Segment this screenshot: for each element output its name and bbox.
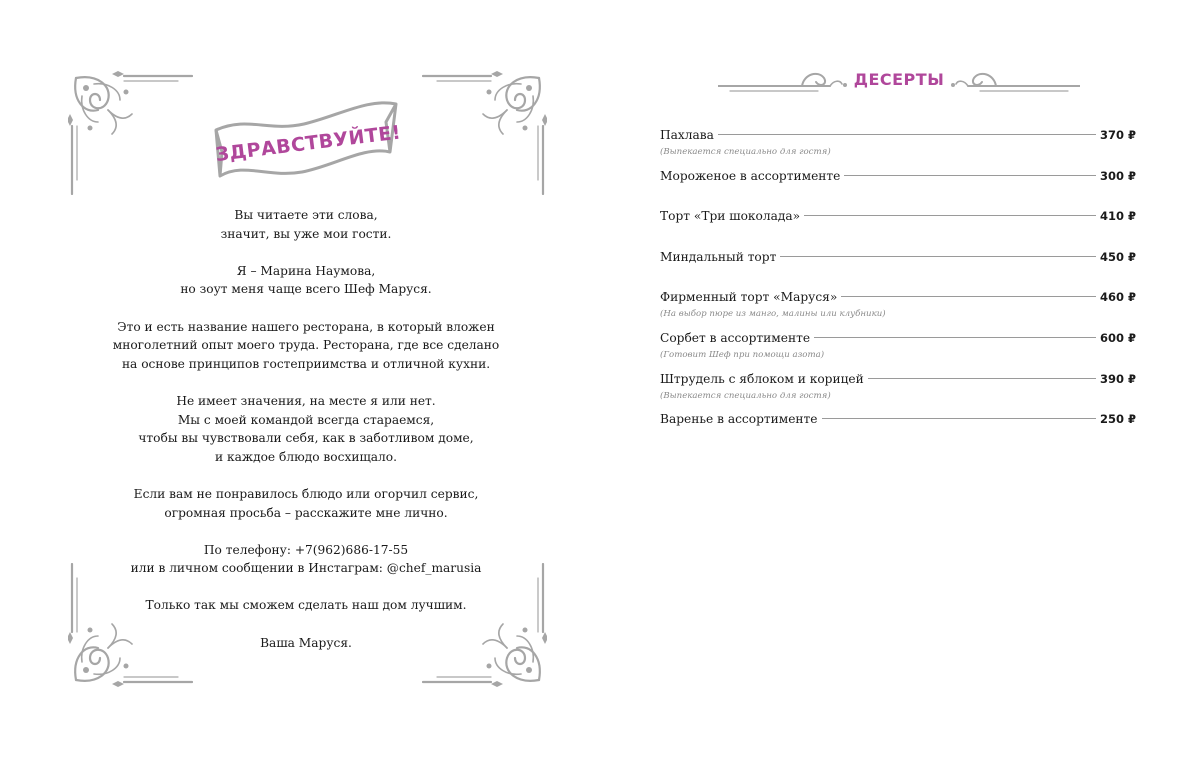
item-price: 410 ₽ bbox=[1100, 209, 1137, 224]
menu-item bbox=[660, 412, 1137, 453]
menu-item bbox=[660, 371, 1137, 413]
letter-paragraph bbox=[100, 596, 512, 615]
letter-line: или в личном сообщении в Инстаграм: @chef_marusia bbox=[130, 561, 482, 576]
header-flourish-icon bbox=[950, 66, 1080, 96]
dotted-leader bbox=[814, 337, 1096, 338]
menu-item bbox=[660, 128, 1137, 169]
letter-line: Я – Марина Наумова, bbox=[236, 263, 376, 278]
item-note: (На выбор пюре из манго, малины или клубники) bbox=[660, 309, 886, 320]
dotted-leader bbox=[822, 418, 1096, 419]
menu-item bbox=[660, 330, 1137, 372]
item-note: (Выпекается специально для гостя) bbox=[660, 147, 831, 157]
letter-line: чтобы вы чувствовали себя, как в заботливом доме, bbox=[138, 431, 474, 446]
dotted-leader bbox=[780, 256, 1096, 257]
letter-paragraph bbox=[100, 318, 512, 374]
menu-item bbox=[660, 249, 1137, 291]
letter-line: и каждое блюдо восхищало. bbox=[215, 449, 397, 464]
item-name: Фирменный торт «Маруся» bbox=[660, 290, 838, 305]
letter-line: на основе принципов гостеприимства и отличной кухни. bbox=[121, 356, 491, 371]
greeting-banner bbox=[208, 96, 404, 188]
item-name: Штрудель с яблоком и корицей bbox=[660, 371, 864, 386]
letter-line: Это и есть название нашего ресторана, в который вложен bbox=[117, 319, 495, 334]
dotted-leader bbox=[844, 175, 1096, 176]
item-name: Пахлава bbox=[660, 128, 714, 142]
dotted-leader bbox=[718, 134, 1096, 135]
dotted-leader bbox=[804, 215, 1096, 216]
menu-item bbox=[660, 168, 1137, 210]
letter-line: Мы с моей командой всегда стараемся, bbox=[177, 412, 435, 427]
letter-line: Вы читаете эти слова, bbox=[234, 208, 378, 222]
item-name: Варенье в ассортименте bbox=[660, 412, 818, 427]
header-flourish-icon bbox=[718, 66, 848, 96]
letter-line: Только так мы сможем сделать наш дом лучшим. bbox=[145, 598, 467, 613]
letter-line: огромная просьба – расскажите мне лично. bbox=[164, 505, 448, 520]
item-name: Торт «Три шоколада» bbox=[660, 209, 801, 224]
letter-line: Не имеет значения, на месте я или нет. bbox=[176, 393, 436, 408]
letter-paragraph bbox=[100, 262, 512, 299]
item-name: Мороженое в ассортименте bbox=[660, 168, 841, 183]
item-name: Миндальный торт bbox=[660, 249, 777, 264]
banner-text: ЗДРАВСТВУЙТЕ! bbox=[214, 121, 403, 167]
menu-item bbox=[660, 209, 1137, 250]
item-note: (Готовит Шеф при помощи азота) bbox=[660, 349, 825, 360]
flourish-icon bbox=[68, 70, 193, 195]
item-note: (Выпекается специально для гостя) bbox=[660, 390, 831, 401]
dotted-leader bbox=[868, 378, 1096, 379]
welcome-letter bbox=[100, 206, 512, 671]
menu-item bbox=[660, 290, 1137, 331]
corner-ornament-top-right bbox=[422, 70, 547, 195]
flourish-icon bbox=[422, 70, 547, 195]
letter-paragraph bbox=[100, 485, 512, 522]
right-page bbox=[600, 0, 1200, 762]
item-name: Сорбет в ассортименте bbox=[660, 330, 811, 345]
letter-paragraph bbox=[100, 392, 512, 466]
item-price: 300 ₽ bbox=[1100, 168, 1137, 183]
section-title: ДЕСЕРТЫ bbox=[853, 70, 945, 89]
letter-line: значит, вы уже мои гости. bbox=[220, 226, 392, 241]
letter-line: Ваша Маруся. bbox=[260, 635, 352, 650]
dessert-menu bbox=[660, 128, 1137, 453]
letter-paragraph bbox=[100, 634, 512, 653]
letter-line: но зоут меня чаще всего Шеф Маруся. bbox=[180, 282, 432, 297]
letter-paragraph bbox=[100, 206, 512, 243]
dotted-leader bbox=[841, 296, 1096, 297]
item-price: 450 ₽ bbox=[1100, 249, 1137, 264]
letter-line: По телефону: +7(962)686-17-55 bbox=[203, 542, 409, 557]
section-header bbox=[718, 66, 1080, 96]
letter-line: Если вам не понравилось блюдо или огорчил сервис, bbox=[133, 486, 479, 501]
item-price: 460 ₽ bbox=[1100, 290, 1137, 305]
letter-line: многолетний опыт моего труда. Ресторана, где все сделано bbox=[112, 338, 500, 353]
corner-ornament-top-left bbox=[68, 70, 193, 195]
item-price: 250 ₽ bbox=[1100, 412, 1137, 427]
item-price: 370 ₽ bbox=[1100, 128, 1137, 142]
item-price: 390 ₽ bbox=[1100, 371, 1137, 386]
item-price: 600 ₽ bbox=[1100, 330, 1137, 345]
letter-paragraph bbox=[100, 541, 512, 578]
